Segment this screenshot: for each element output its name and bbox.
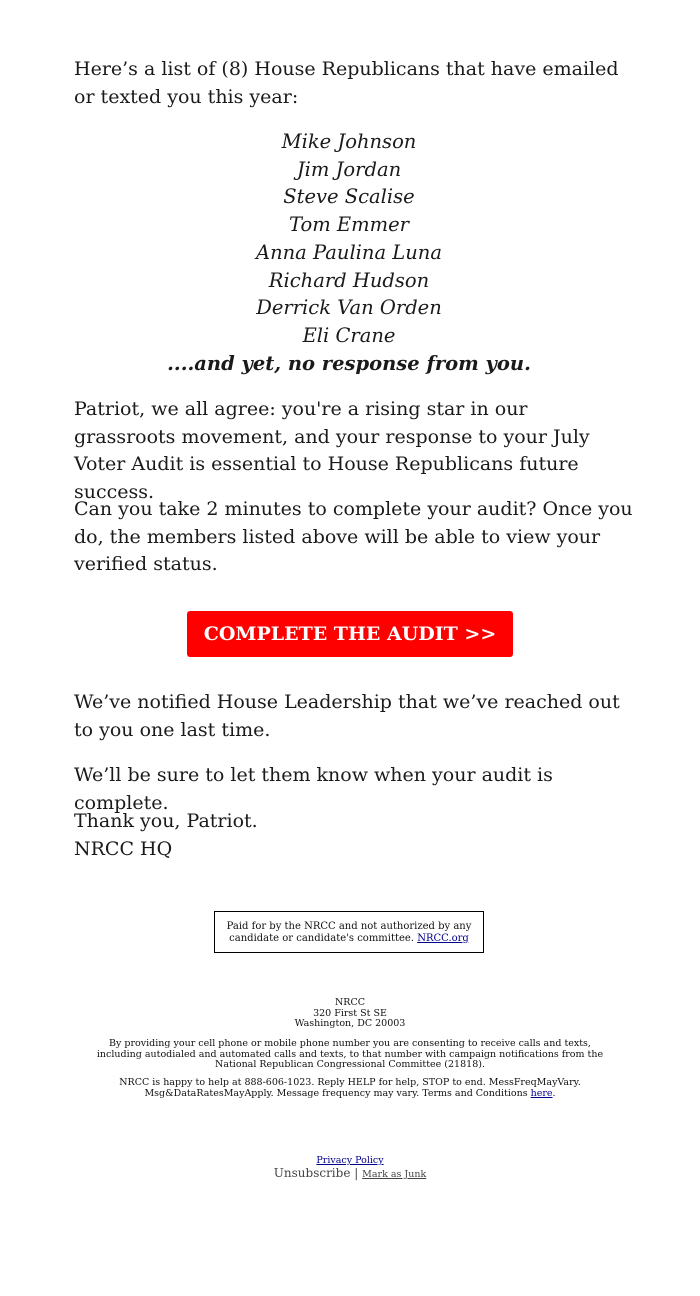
names-list [74,128,624,377]
complete-audit-button[interactable]: COMPLETE THE AUDIT >> [187,611,513,657]
mailing-address [90,998,610,1030]
terms-link[interactable]: here [530,1087,553,1099]
leadership-notice-paragraph: We’ve notified House Leadership that we’ve reached out to you one last time. [74,691,620,741]
signoff-signature: NRCC HQ [74,837,173,860]
unsubscribe-link[interactable]: Unsubscribe [273,1166,351,1180]
disclaimer-text: Paid for by the NRCC and not authorized by any candidate or candidate's committee. [226,921,472,944]
footer [0,1155,700,1182]
address-street: 320 First St SE [313,1007,387,1019]
list-item: Derrick Van Orden [256,296,442,320]
nrcc-org-link[interactable]: NRCC.org [417,932,469,944]
list-item: Eli Crane [302,323,396,347]
no-response-tagline: ....and yet, no response from you. [167,351,531,375]
list-item: Anna Paulina Luna [255,240,442,264]
followup-paragraph: We’ll be sure to let them know when your audit is complete. [74,764,553,814]
list-item: Mike Johnson [281,130,417,153]
signoff [74,808,634,863]
list-item: Jim Jordan [296,157,402,181]
footer-separator: | [354,1166,359,1180]
help-text-block: NRCC is happy to help at 888-606-1023. Reply HELP for help, STOP to end. MessFreqMayVary. Msg&DataRatesMayApply. Message frequency may vary. Terms and Conditions here. [119,1077,581,1099]
list-item: Steve Scalise [283,185,415,209]
paid-for-disclaimer-box [214,911,484,953]
mark-as-junk-link[interactable]: Mark as Junk [362,1169,427,1180]
signoff-line: Thank you, Patriot. [74,810,258,832]
rising-star-paragraph: Patriot, we all agree: you're a rising star in our grassroots movement, and your response to your July Voter Audit is essential to House Republicans future success. [74,398,590,504]
privacy-policy-link[interactable]: Privacy Policy [316,1155,384,1166]
address-org: NRCC [334,997,365,1008]
consent-text: By providing your cell phone or mobile phone number you are consenting to receive calls and texts, including autodialed and automated calls and texts, to that number with campaign notifications from the National Republican Congressional Committee (21818). [96,1038,604,1070]
unsubscribe-line [274,1166,426,1180]
list-item: Richard Hudson [268,268,430,292]
help-text: NRCC is happy to help at 888-606-1023. Reply HELP for help, STOP to end. MessFreqMayVary. Msg&DataRatesMayApply. Message frequency may vary. Terms and Conditions [119,1077,581,1099]
address-city: Washington, DC 20003 [294,1018,406,1029]
list-item: Tom Emmer [289,213,409,237]
intro-paragraph: Here’s a list of (8) House Republicans that have emailed or texted you this year: [74,58,619,108]
cta-container [0,611,700,657]
audit-request-paragraph: Can you take 2 minutes to complete your audit? Once you do, the members listed above will be able to view your verified status. [74,498,633,576]
